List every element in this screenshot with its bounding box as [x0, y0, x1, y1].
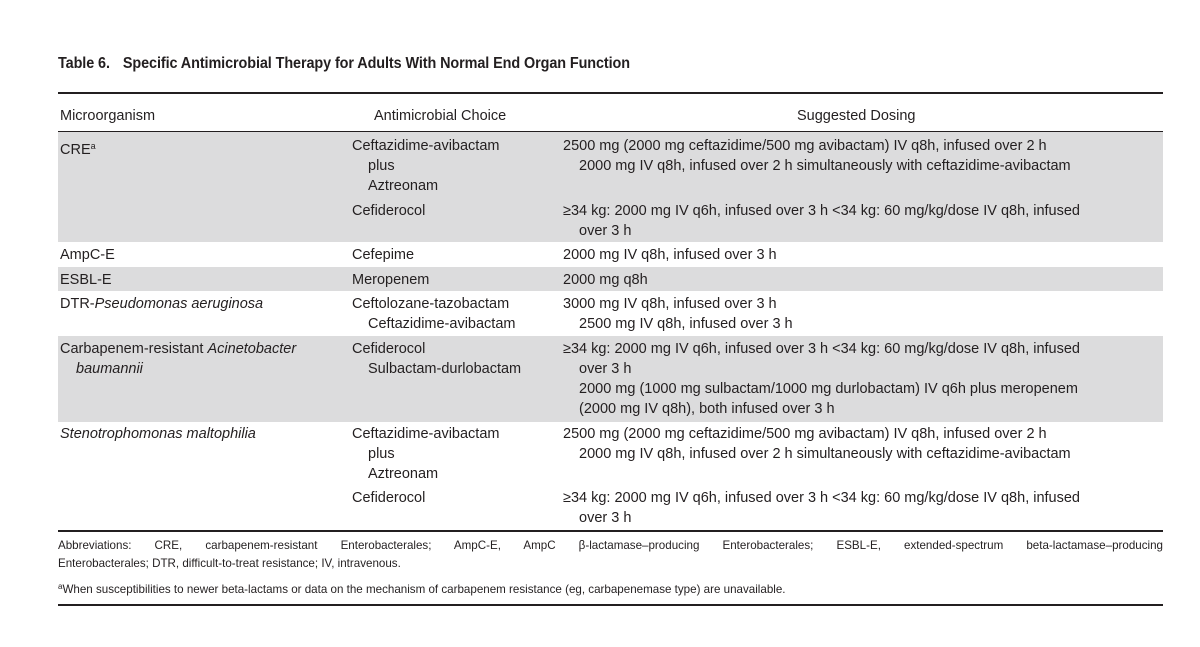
dose-cefiderocol-cont: over 3 h	[579, 510, 632, 526]
choice-ceftazidime-avibactam: Ceftazidime-avibactam	[352, 138, 500, 154]
dose-aztreonam: 2000 mg IV q8h, infused over 2 h simultaneously with ceftazidime-avibactam	[579, 446, 1071, 462]
choice-plus: plus	[368, 446, 395, 462]
organism-ampc: AmpC-E	[60, 247, 115, 263]
organism-stenotrophomonas: Stenotrophomonas maltophilia	[60, 426, 256, 442]
table-number: Table 6.	[58, 55, 110, 72]
column-header-microorganism: Microorganism	[60, 108, 156, 124]
abbreviations-line-2: Enterobacterales; DTR, difficult-to-treat resistance; IV, intravenous.	[58, 557, 401, 570]
dose-cefiderocol-cont: over 3 h	[579, 361, 632, 377]
organism-cre: CRE$^a$	[60, 141, 96, 158]
organism-esbl: ESBL-E	[60, 272, 112, 288]
dose-ceftazidime-avibactam: 2500 mg IV q8h, infused over 3 h	[579, 316, 793, 332]
dose-cefiderocol: ≥34 kg: 2000 mg IV q6h, infused over 3 h <34 kg: 60 mg/kg/dose IV q8h, infused	[563, 490, 1081, 506]
column-header-antimicrobial-choice: Antimicrobial Choice	[374, 108, 507, 124]
dose-sulbactam-durlobactam-cont: (2000 mg IV q8h), both infused over 3 h	[579, 401, 835, 417]
choice-ceftolozane-tazobactam: Ceftolozane-tazobactam	[352, 296, 510, 312]
end-rule	[58, 604, 1163, 606]
dose-cefiderocol: ≥34 kg: 2000 mg IV q6h, infused over 3 h <34 kg: 60 mg/kg/dose IV q8h, infused	[563, 341, 1081, 357]
choice-plus: plus	[368, 158, 395, 174]
dose-cefiderocol: ≥34 kg: 2000 mg IV q6h, infused over 3 h <34 kg: 60 mg/kg/dose IV q8h, infused	[563, 203, 1081, 219]
dose-cefiderocol-cont: over 3 h	[579, 223, 632, 239]
dose-ceftolozane-tazobactam: 3000 mg IV q8h, infused over 3 h	[563, 296, 777, 312]
choice-cefiderocol: Cefiderocol	[352, 203, 426, 219]
choice-ceftazidime-avibactam: Ceftazidime-avibactam	[368, 316, 516, 332]
bottom-rule	[58, 530, 1163, 532]
footnote-marker: a	[90, 141, 96, 151]
row-divider	[58, 243, 1163, 244]
organism-dtr: DTR-Pseudomonas aeruginosa	[60, 296, 264, 312]
footnote-a-text: When susceptibilities to newer beta-lactams or data on the mechanism of carbapenem resistance (eg, carbapenemase type) are unavailable.	[62, 583, 786, 596]
organism-acinetobacter-cont: baumannii	[76, 361, 143, 377]
dose-ceftazidime-avibactam: 2500 mg (2000 mg ceftazidime/500 mg avibactam) IV q8h, infused over 2 h	[563, 426, 1047, 442]
footnote-a-marker: a	[58, 582, 63, 591]
top-rule	[58, 92, 1163, 94]
footnote-a	[58, 578, 1163, 599]
choice-meropenem: Meropenem	[352, 272, 430, 288]
organism-acinetobacter: Carbapenem-resistant Acinetobacter	[60, 341, 297, 357]
dose-ceftazidime-avibactam: 2500 mg (2000 mg ceftazidime/500 mg avibactam) IV q8h, infused over 2 h	[563, 138, 1047, 154]
choice-cefiderocol: Cefiderocol	[352, 490, 426, 506]
choice-sulbactam-durlobactam: Sulbactam-durlobactam	[368, 361, 522, 377]
table-title-text: Specific Antimicrobial Therapy for Adults With Normal End Organ Function	[122, 55, 630, 72]
abbreviations-note	[58, 537, 1163, 573]
choice-aztreonam: Aztreonam	[368, 466, 439, 482]
dose-aztreonam: 2000 mg IV q8h, infused over 2 h simultaneously with ceftazidime-avibactam	[579, 158, 1071, 174]
choice-cefiderocol: Cefiderocol	[352, 341, 426, 357]
table-title	[58, 55, 630, 73]
column-header-suggested-dosing: Suggested Dosing	[797, 108, 916, 124]
choice-cefepime: Cefepime	[352, 247, 415, 263]
choice-ceftazidime-avibactam: Ceftazidime-avibactam	[352, 426, 500, 442]
dose-sulbactam-durlobactam: 2000 mg (1000 mg sulbactam/1000 mg durlobactam) IV q6h plus meropenem	[579, 381, 1078, 397]
dose-meropenem: 2000 mg q8h	[563, 272, 648, 288]
choice-aztreonam: Aztreonam	[368, 178, 439, 194]
abbreviations-line-1: Abbreviations: CRE, carbapenem-resistant Enterobacterales; AmpC-E, AmpC β-lactamase–producing Enterobacterales; ESBL-E, extended-spectrum beta-lactamase–producing	[58, 539, 1163, 552]
dose-cefepime: 2000 mg IV q8h, infused over 3 h	[563, 247, 777, 263]
